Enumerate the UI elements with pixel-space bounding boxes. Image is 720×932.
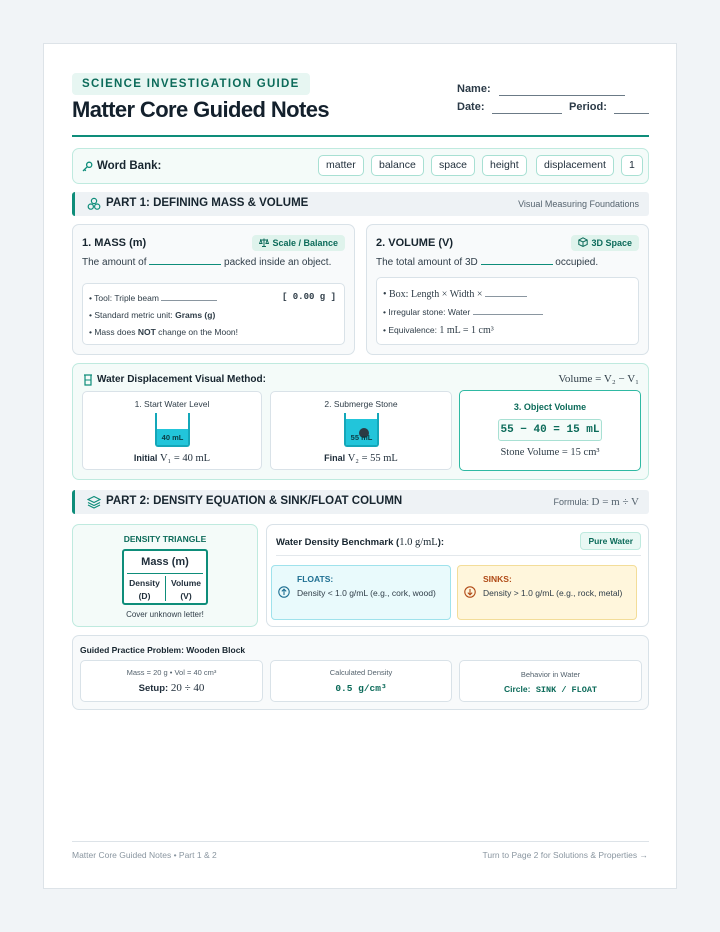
part2-title: PART 2: DENSITY EQUATION & SINK/FLOAT COLUMN (106, 495, 403, 507)
practice-behavior-label: Behavior in Water (520, 670, 581, 679)
footer-divider (72, 841, 649, 842)
part2-formula-label: Formula: (553, 497, 589, 507)
part2-header (72, 490, 649, 514)
benchmark-title-prefix: Water Density Benchmark ( (276, 537, 400, 548)
part1-subtitle: Visual Measuring Foundations (518, 199, 639, 209)
mass-tool-text: • Tool: Triple beam (89, 293, 159, 303)
step2-caption (271, 453, 451, 464)
triangle-title: DENSITY TRIANGLE (123, 534, 207, 544)
beaker-final-label: 55 mL (350, 433, 373, 442)
part1-title: PART 1: DEFINING MASS & VOLUME (106, 197, 309, 209)
beaker-start-label: 40 mL (161, 433, 184, 442)
pure-water-badge: Pure Water (580, 532, 641, 550)
mass-bullet-moon (89, 327, 238, 337)
volume-bullet-equiv (383, 325, 494, 336)
triangle-density-word: Density (129, 578, 160, 588)
sinks-title: SINKS: (483, 574, 512, 584)
practice-calc-label: Calculated Density (329, 668, 393, 677)
kicker-label: SCIENCE INVESTIGATION GUIDE (72, 73, 310, 95)
volume-equiv-prefix: • Equivalence: (383, 325, 438, 335)
step1-caption-math: V₁ = 40 mL (159, 453, 211, 464)
step-submerge (270, 391, 452, 470)
floats-title: FLOATS: (297, 574, 334, 584)
step-object-volume (459, 390, 641, 471)
practice-behavior-value[interactable]: SINK / FLOAT (535, 685, 598, 695)
volume-badge (571, 235, 639, 251)
volume-box-blank[interactable] (485, 296, 527, 297)
triangle-mass: Mass (m) (141, 556, 189, 568)
density-triangle-card (72, 524, 258, 627)
mass-moon-bold: NOT (137, 327, 156, 337)
volume-notes (376, 277, 639, 345)
mass-notes (82, 283, 345, 345)
practice-setup[interactable] (81, 682, 262, 694)
practice-calc-value[interactable]: 0.5 g/cm³ (335, 683, 387, 694)
displacement-card (72, 363, 649, 480)
volume-equiv-math: 1 mL = 1 cm³ (439, 325, 494, 336)
volume-def-after: occupied. (555, 257, 599, 268)
practice-setup-math: 20 ÷ 40 (170, 682, 205, 694)
triangle-volume-symbol: (V) (180, 591, 192, 601)
benchmark-divider (276, 555, 641, 556)
mass-bullet-tool (89, 293, 217, 303)
name-label: Name: (457, 83, 491, 95)
mass-def-before: The amount of (82, 257, 147, 268)
practice-card (72, 635, 649, 710)
word-chip: matter (318, 155, 364, 176)
beaker-icon (83, 374, 93, 386)
mass-moon-prefix: • Mass does (89, 327, 136, 337)
mass-definition (82, 257, 331, 268)
practice-setup-label: Setup: (138, 683, 169, 694)
triangle-volume-word: Volume (170, 578, 202, 588)
practice-density-box (270, 660, 452, 702)
word-chip: height (482, 155, 527, 176)
word-chip: displacement (536, 155, 614, 176)
practice-behavior-box (459, 660, 642, 702)
footer-left: Matter Core Guided Notes • Part 1 & 2 (72, 850, 217, 860)
key-icon (82, 161, 93, 172)
step2-caption-prefix: Final (324, 453, 346, 463)
mass-blank[interactable] (149, 264, 221, 265)
practice-behavior[interactable] (460, 684, 641, 695)
volume-title: 2. VOLUME (V) (376, 237, 454, 249)
step-start-level (82, 391, 262, 470)
arrow-up-icon (278, 586, 290, 598)
volume-blank[interactable] (481, 264, 553, 265)
word-chip: 1 (621, 155, 643, 176)
atoms-icon (87, 197, 101, 211)
period-field[interactable] (614, 113, 649, 114)
mass-card (72, 224, 355, 355)
floats-text: Density < 1.0 g/mL (e.g., cork, wood) (297, 588, 436, 598)
part1-header (72, 192, 649, 216)
triangle-density-symbol: (D) (138, 591, 151, 601)
benchmark-card (266, 524, 649, 627)
sinks-text: Density > 1.0 g/mL (e.g., rock, metal) (483, 588, 623, 598)
benchmark-title (276, 537, 444, 548)
triangle-caption: Cover unknown letter! (126, 610, 204, 619)
displacement-title: Water Displacement Visual Method: (97, 374, 266, 385)
practice-title: Guided Practice Problem: Wooden Block (80, 645, 246, 655)
sinks-box (457, 565, 637, 620)
step1-caption (83, 453, 261, 464)
period-label: Period: (569, 101, 607, 113)
step3-title: 3. Object Volume (513, 402, 587, 412)
mass-bullet-unit (89, 310, 215, 320)
scale-readout: [ 0.00 g ] (281, 292, 336, 302)
step1-title: 1. Start Water Level (134, 399, 210, 409)
benchmark-title-suffix: ): (437, 537, 445, 548)
practice-behavior-prefix: Circle: (503, 684, 531, 694)
triangle-volume (166, 577, 206, 603)
date-label: Date: (457, 101, 485, 113)
mass-title: 1. MASS (m) (82, 237, 147, 249)
step1-caption-prefix: Initial (133, 453, 158, 463)
page-title: Matter Core Guided Notes (72, 97, 329, 122)
mass-unit-bold: Grams (g) (175, 310, 216, 320)
volume-card (366, 224, 649, 355)
word-bank (72, 148, 649, 184)
step2-caption-math: V₂ = 55 mL (347, 453, 398, 464)
floats-box (271, 565, 451, 620)
part2-formula-math: D = m ÷ V (591, 496, 639, 508)
volume-stone-text: • Irregular stone: Water (383, 307, 471, 317)
step3-equation: 55 − 40 = 15 mL (498, 419, 602, 441)
word-chip: space (431, 155, 475, 176)
mass-def-after: packed inside an object. (224, 257, 332, 268)
part2-formula (553, 496, 639, 508)
mass-moon-suffix: change on the Moon! (158, 327, 239, 337)
displacement-formula: Volume = V₂ − V₁ (558, 373, 639, 385)
step3-result: Stone Volume = 15 cm³ (500, 447, 600, 458)
step2-title: 2. Submerge Stone (324, 399, 398, 409)
benchmark-title-math: 1.0 g/mL (399, 537, 438, 548)
practice-setup-box (80, 660, 263, 702)
mass-badge (252, 235, 345, 251)
scale-icon (259, 238, 269, 247)
footer-right[interactable]: Turn to Page 2 for Solutions & Properties → (482, 850, 648, 860)
volume-bullet-stone (383, 307, 543, 317)
beaker-start (155, 413, 190, 447)
practice-given: Mass = 20 g • Vol = 40 cm³ (126, 668, 217, 677)
date-field[interactable] (492, 113, 562, 114)
triangle-density (124, 577, 165, 603)
name-field[interactable] (499, 95, 625, 96)
cube-icon (578, 237, 588, 247)
volume-definition (376, 257, 598, 268)
mass-unit-text: • Standard metric unit: (89, 310, 173, 320)
header-divider (72, 135, 649, 137)
volume-box-text: • Box: Length × Width × (383, 289, 483, 300)
arrow-down-icon (464, 586, 476, 598)
density-triangle (122, 549, 208, 605)
layers-icon (87, 495, 101, 509)
mass-tool-blank[interactable] (161, 300, 217, 301)
mass-badge-label: Scale / Balance (272, 238, 338, 248)
volume-stone-blank[interactable] (473, 314, 543, 315)
volume-bullet-box (383, 289, 527, 300)
volume-def-before: The total amount of 3D (376, 257, 478, 268)
word-chip: balance (371, 155, 424, 176)
triangle-divider (127, 573, 203, 574)
worksheet-page (43, 43, 677, 889)
volume-badge-label: 3D Space (591, 238, 632, 248)
beaker-final (344, 413, 379, 447)
word-bank-label: Word Bank: (97, 160, 162, 172)
